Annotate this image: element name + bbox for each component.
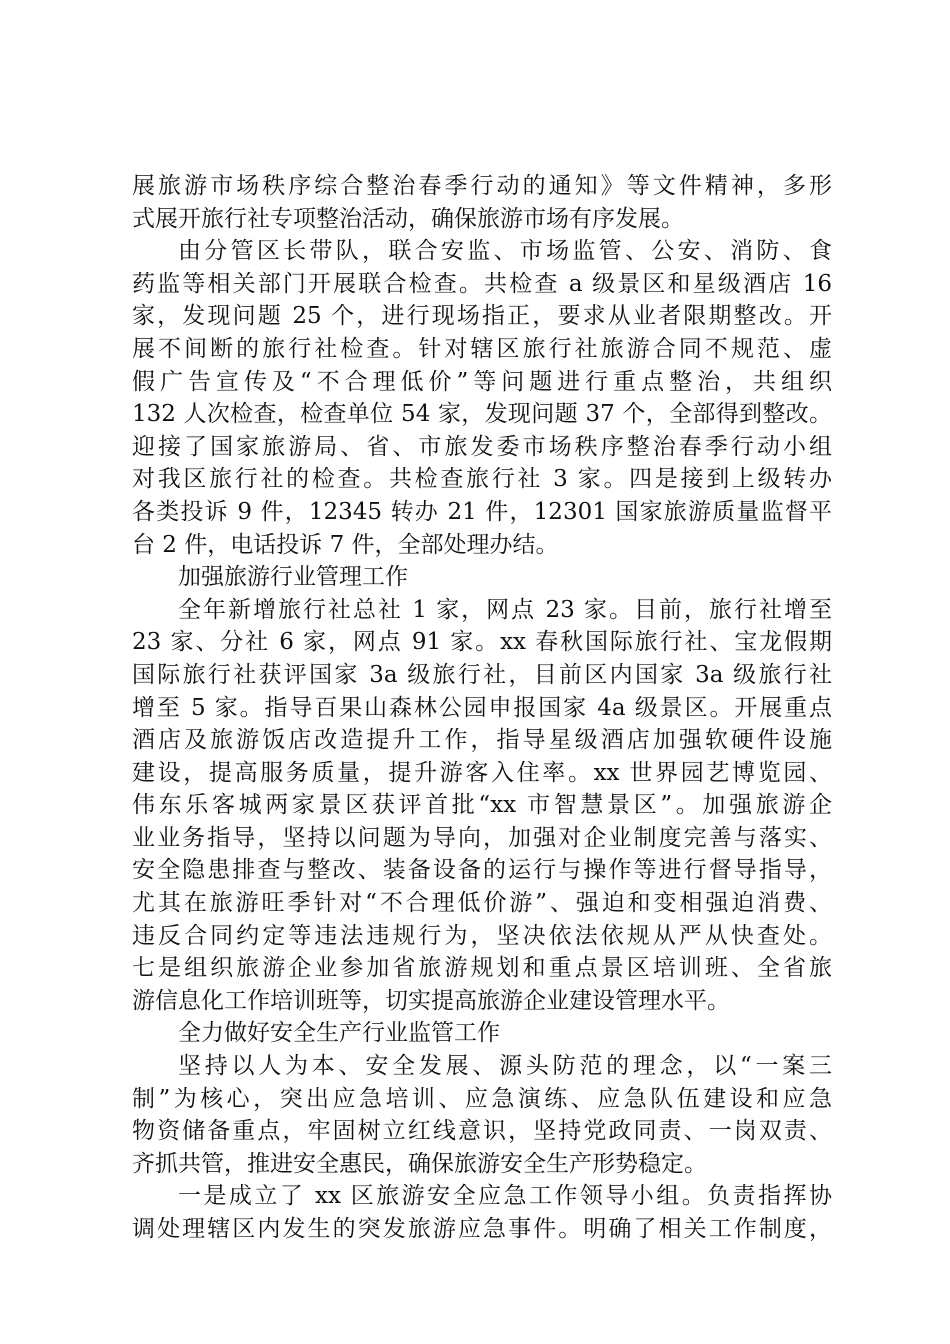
text-line: 物资储备重点，牢固树立红线意识，坚持党政同责、一岗双责、 (132, 1118, 832, 1145)
text-line: 药监等相关部门开展联合检查。共检查 a 级景区和星级酒店 16 (132, 270, 832, 297)
text-line: 展旅游市场秩序综合整治春季行动的通知》等文件精神，多形 (132, 173, 832, 199)
document-body (132, 170, 832, 1246)
paragraph-first-line: 由分管区长带队，联合安监、市场监管、公安、消防、食 (178, 238, 832, 265)
text-line: 迎接了国家旅游局、省、市旅发委市场秩序整治春季行动小组 (132, 433, 832, 460)
text-line: 尤其在旅游旺季针对“不合理低价游”、强迫和变相强迫消费、 (132, 890, 832, 917)
text-line: 式展开旅行社专项整治活动，确保旅游市场有序发展。 (132, 205, 684, 232)
paragraph-first-line: 加强旅游行业管理工作 (178, 564, 408, 591)
text-line: 增至 5 家。指导百果山森林公园申报国家 4a 级景区。开展重点 (132, 694, 832, 721)
text-line: 23 家、分社 6 家，网点 91 家。xx 春秋国际旅行社、宝龙假期 (132, 629, 832, 656)
text-line: 七是组织旅游企业参加省旅游规划和重点景区培训班、全省旅 (132, 955, 832, 982)
text-line: 建设，提高服务质量，提升游客入住率。xx 世界园艺博览园、 (132, 759, 832, 786)
text-line: 齐抓共管，推进安全惠民，确保旅游安全生产形势稳定。 (132, 1150, 707, 1177)
text-line: 游信息化工作培训班等，切实提高旅游企业建设管理水平。 (132, 987, 730, 1014)
text-line: 各类投诉 9 件，12345 转办 21 件，12301 国家旅游质量监督平 (132, 498, 832, 525)
text-line: 对我区旅行社的检查。共检查旅行社 3 家。四是接到上级转办 (132, 466, 832, 493)
text-line: 台 2 件，电话投诉 7 件，全部处理办结。 (132, 531, 559, 558)
text-line: 制”为核心，突出应急培训、应急演练、应急队伍建设和应急 (132, 1085, 832, 1112)
paragraph-first-line: 全力做好安全生产行业监管工作 (178, 1020, 500, 1047)
text-line: 展不间断的旅行社检查。针对辖区旅行社旅游合同不规范、虚 (132, 335, 832, 362)
paragraph-first-line: 坚持以人为本、安全发展、源头防范的理念，以“一案三 (178, 1053, 832, 1080)
text-line: 违反合同约定等违法违规行为，坚决依法依规从严从快查处。 (132, 922, 832, 949)
paragraph-first-line: 一是成立了 xx 区旅游安全应急工作领导小组。负责指挥协 (178, 1183, 832, 1210)
text-line: 假广告宣传及“不合理低价”等问题进行重点整治，共组织 (132, 368, 832, 395)
text-line: 业业务指导，坚持以问题为导向，加强对企业制度完善与落实、 (132, 824, 832, 851)
paragraph-first-line: 全年新增旅行社总社 1 家，网点 23 家。目前，旅行社增至 (178, 596, 832, 623)
text-line: 132 人次检查，检查单位 54 家，发现问题 37 个，全部得到整改。 (132, 401, 832, 428)
text-line: 国际旅行社获评国家 3a 级旅行社，目前区内国家 3a 级旅行社 (132, 661, 832, 688)
text-line: 酒店及旅游饭店改造提升工作，指导星级酒店加强软硬件设施 (132, 727, 832, 754)
text-line: 安全隐患排查与整改、装备设备的运行与操作等进行督导指导， (132, 857, 832, 884)
text-line: 调处理辖区内发生的突发旅游应急事件。明确了相关工作制度， (132, 1216, 832, 1242)
text-line: 家，发现问题 25 个，进行现场指正，要求从业者限期整改。开 (132, 303, 832, 330)
text-line: 伟东乐客城两家景区获评首批“xx 市智慧景区”。加强旅游企 (132, 792, 832, 819)
